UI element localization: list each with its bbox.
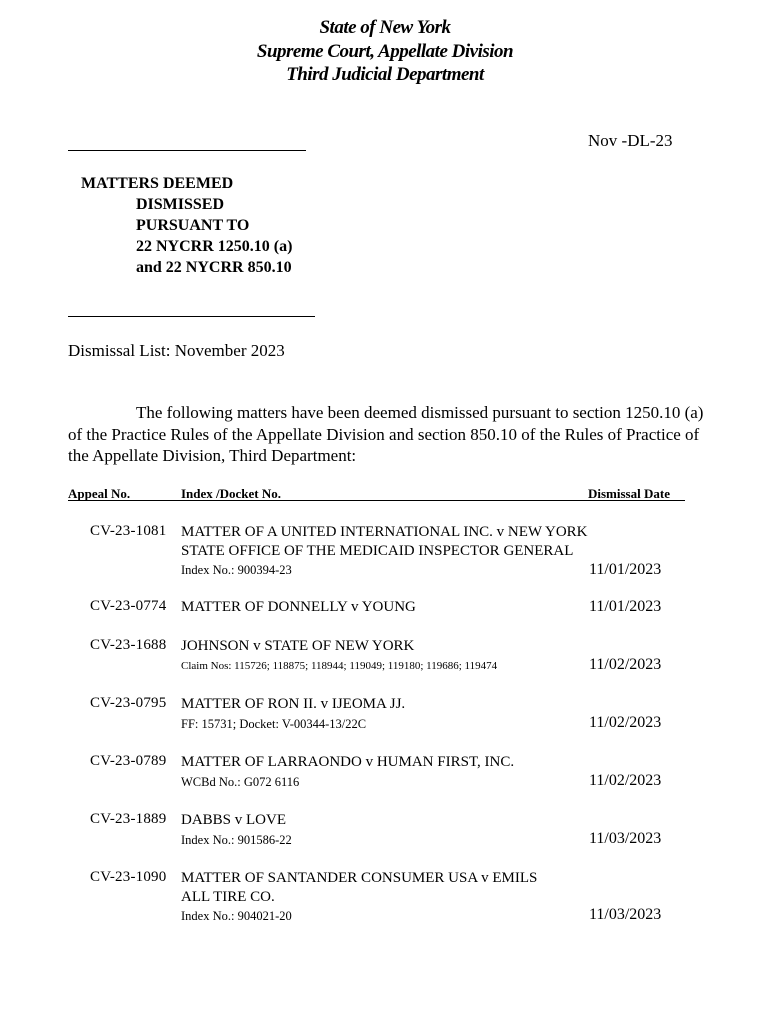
case-title: MATTER OF LARRAONDO v HUMAN FIRST, INC. [181, 754, 515, 770]
appeal-number: CV-23-1081 [90, 523, 167, 539]
case-detail: FF: 15731; Docket: V-00344-13/22C [181, 717, 367, 731]
court-name: Supreme Court, Appellate Division [256, 40, 514, 62]
case-title: DABBS v LOVE [181, 812, 287, 828]
header-appeal-no: Appeal No. [68, 486, 131, 501]
intro-text: The following matters have been deemed dismissed pursuant to section 1250.10 (a) of the Practice Rules of the Appellate Division and section 850.10 of the Rules of Practice of the Appellate Division, Third Department: [68, 403, 704, 465]
case-detail: WCBd No.: G072 6116 [181, 775, 300, 789]
list-identifier: Nov -DL-23 [588, 131, 673, 150]
dismissal-date: 11/02/2023 [589, 772, 662, 789]
matters-heading-line5: and 22 NYCRR 850.10 [136, 259, 292, 276]
matters-heading-line4: 22 NYCRR 1250.10 (a) [136, 238, 293, 255]
case-detail: Index No.: 901586-22 [181, 833, 292, 847]
court-state: State of New York [319, 17, 451, 38]
dismissal-date: 11/01/2023 [589, 598, 662, 615]
case-detail: Claim Nos: 115726; 118875; 118944; 119049; 119180; 119686; 119474 [181, 660, 498, 672]
appeal-number: CV-23-0795 [90, 695, 167, 711]
signature-line-top [68, 150, 306, 151]
matters-heading-line3: PURSUANT TO [136, 217, 250, 234]
appeal-number: CV-23-1688 [90, 637, 167, 653]
appeal-number: CV-23-0789 [90, 753, 167, 769]
case-title: MATTER OF A UNITED INTERNATIONAL INC. v NEW YORK STATE OFFICE OF THE MEDICAID INSPECTOR GENERAL [181, 524, 588, 559]
header-index-docket: Index /Docket No. [181, 486, 282, 501]
header-dismissal-date: Dismissal Date [588, 486, 670, 501]
header-underline [68, 500, 685, 501]
matters-heading-line1: MATTERS DEEMED [81, 175, 234, 192]
dismissal-date: 11/01/2023 [589, 561, 662, 578]
appeal-number: CV-23-0774 [90, 598, 167, 614]
case-title: MATTER OF DONNELLY v YOUNG [181, 599, 416, 615]
case-title: JOHNSON v STATE OF NEW YORK [181, 638, 415, 654]
case-title: MATTER OF RON II. v IJEOMA JJ. [181, 696, 406, 712]
case-title: MATTER OF SANTANDER CONSUMER USA v EMILS ALL TIRE CO. [181, 870, 538, 905]
dismissal-date: 11/02/2023 [589, 714, 662, 731]
case-detail: Index No.: 900394-23 [181, 563, 292, 577]
dismissal-list-title: Dismissal List: November 2023 [68, 341, 285, 360]
dismissal-date: 11/03/2023 [589, 906, 662, 923]
intro-paragraph [68, 402, 708, 467]
dismissal-date: 11/02/2023 [589, 656, 662, 673]
case-detail: Index No.: 904021-20 [181, 909, 292, 923]
matters-heading-line2: DISMISSED [136, 196, 225, 213]
court-department: Third Judicial Department [286, 64, 484, 85]
appeal-number: CV-23-1889 [90, 811, 167, 827]
appeal-number: CV-23-1090 [90, 869, 167, 885]
signature-line-bottom [68, 316, 315, 317]
dismissal-date: 11/03/2023 [589, 830, 662, 847]
court-header [0, 16, 770, 87]
